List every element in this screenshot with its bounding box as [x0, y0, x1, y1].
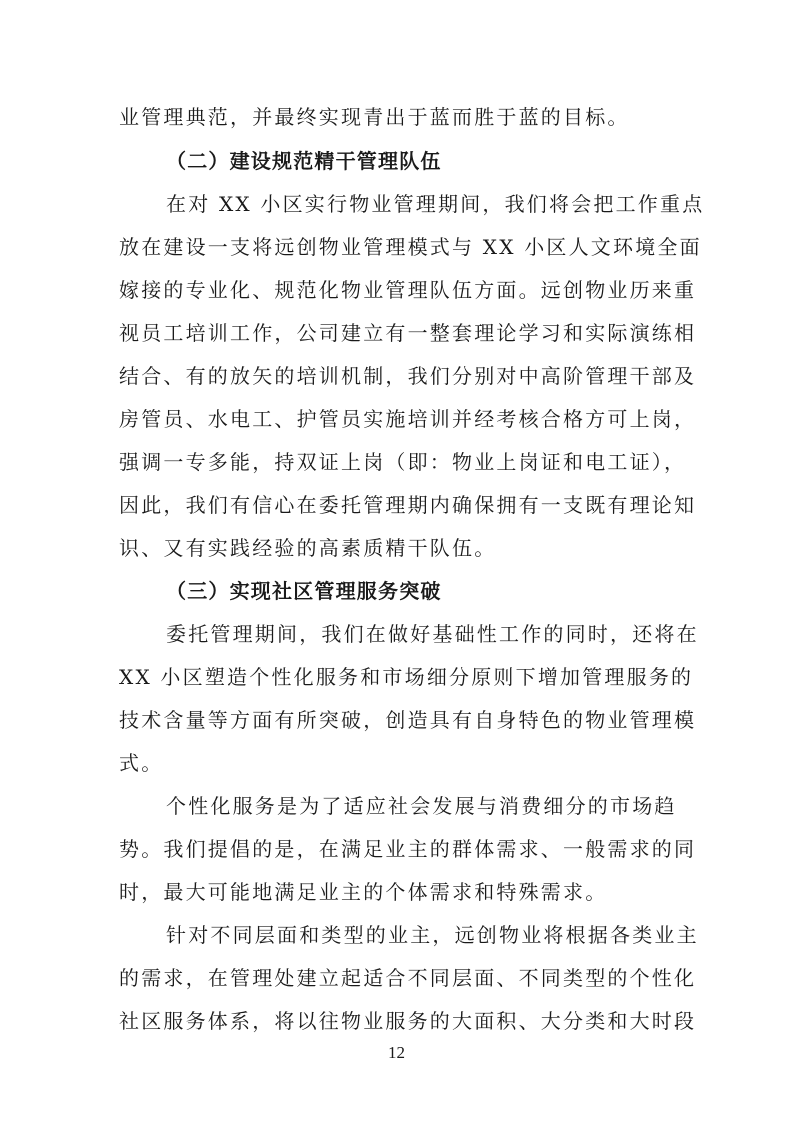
- section-heading: （三）实现社区管理服务突破: [166, 579, 442, 603]
- paragraph-line: 嫁接的专业化、规范化物业管理队伍方面。远创物业历来重: [119, 278, 697, 302]
- paragraph-line: 技术含量等方面有所突破，创造具有自身特色的物业管理模: [119, 708, 697, 732]
- paragraph-line: 针对不同层面和类型的业主，远创物业将根据各类业主: [166, 923, 699, 947]
- paragraph-line: 强调一专多能，持双证上岗（即：物业上岗证和电工证），: [119, 450, 687, 474]
- paragraph-line: 业管理典范，并最终实现青出于蓝而胜于蓝的目标。: [119, 105, 630, 129]
- paragraph-line: 势。我们提倡的是，在满足业主的群体需求、一般需求的同: [119, 837, 697, 861]
- paragraph-line: XX 小区塑造个性化服务和市场细分原则下增加管理服务的: [119, 665, 694, 689]
- paragraph-line: 式。: [119, 751, 164, 775]
- paragraph-line: 视员工培训工作，公司建立有一整套理论学习和实际演练相: [119, 321, 697, 345]
- paragraph-line: 在对 XX 小区实行物业管理期间，我们将会把工作重点: [166, 192, 705, 216]
- paragraph-line: 个性化服务是为了适应社会发展与消费细分的市场趋: [166, 794, 677, 818]
- paragraph-line: 因此，我们有信心在委托管理期内确保拥有一支既有理论知: [119, 493, 697, 517]
- paragraph-line: 委托管理期间，我们在做好基础性工作的同时，还将在: [166, 622, 699, 646]
- paragraph-line: 房管员、水电工、护管员实施培训并经考核合格方可上岗，: [119, 407, 697, 431]
- paragraph-line: 社区服务体系，将以往物业服务的大面积、大分类和大时段: [119, 1009, 697, 1033]
- paragraph-line: 结合、有的放矢的培训机制，我们分别对中高阶管理干部及: [119, 364, 697, 388]
- page-number: 12: [388, 1043, 405, 1062]
- paragraph-line: 的需求，在管理处建立起适合不同层面、不同类型的个性化: [119, 966, 697, 990]
- paragraph-line: 识、又有实践经验的高素质精干队伍。: [119, 536, 497, 560]
- paragraph-line: 放在建设一支将远创物业管理模式与 XX 小区人文环境全面: [119, 235, 702, 259]
- paragraph-line: 时，最大可能地满足业主的个体需求和特殊需求。: [119, 880, 608, 904]
- section-heading: （二）建设规范精干管理队伍: [166, 149, 442, 173]
